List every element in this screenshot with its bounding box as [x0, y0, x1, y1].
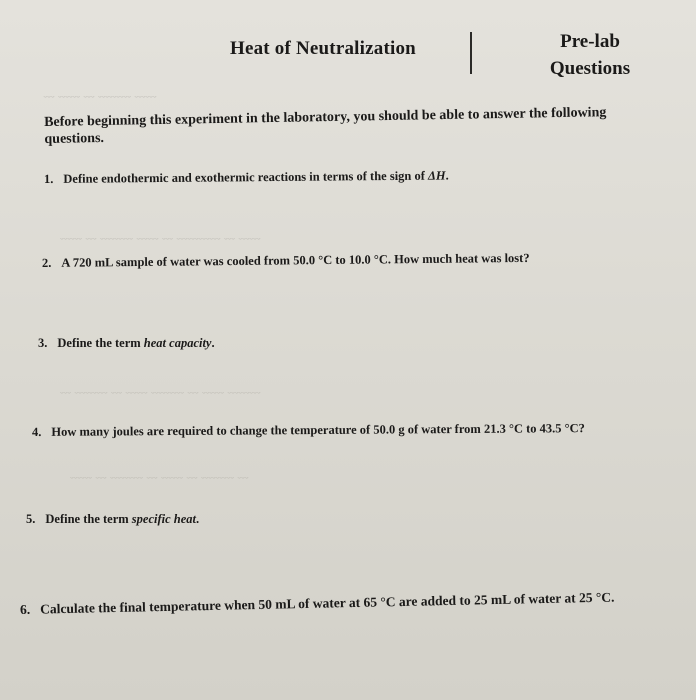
bleed-through-texture: ﹏﹏ ﹏ ﹏﹏﹏ ﹏﹏ ﹏ ﹏﹏﹏﹏ ﹏ ﹏﹏: [60, 228, 261, 241]
question-number: 2.: [41, 255, 52, 270]
bleed-through-texture: ﹏﹏ ﹏ ﹏﹏﹏ ﹏ ﹏﹏ ﹏ ﹏﹏﹏ ﹏: [70, 467, 249, 480]
question-number: 6.: [19, 601, 31, 617]
instructions-text: Before beginning this experiment in the laboratory, you should be able to answer the following questions.: [44, 105, 607, 147]
question-6: [20, 590, 615, 618]
question-3: [38, 336, 215, 351]
prelab-heading: [525, 28, 655, 82]
prelab-line-2: Questions: [549, 58, 631, 79]
prelab-line-1: Pre-lab: [560, 31, 620, 52]
bleed-through-texture: ⁠﻿ ﹏ ﹏﹏ ﹏ ﹏﹏﹏ ﹏﹏: [40, 86, 157, 99]
question-number: 4.: [31, 424, 42, 439]
question-5: [26, 512, 199, 527]
question-text: Define endothermic and exothermic reactions in terms of the sign of ΔH.: [63, 168, 449, 186]
question-text: Define the term specific heat.: [45, 512, 200, 526]
question-text: Define the term heat capacity.: [57, 336, 215, 350]
question-2: [42, 251, 530, 271]
question-number: 3.: [38, 336, 48, 350]
question-4: [32, 421, 585, 440]
question-text: Calculate the final temperature when 50 mL of water at 65 °C are added to 25 mL of water at 25 °C.: [39, 589, 615, 617]
question-text: How many joules are required to change the temperature of 50.0 g of water from 21.3 °C to 43.5 °C?: [51, 421, 585, 439]
question-text: A 720 mL sample of water was cooled from 50.0 °C to 10.0 °C. How much heat was lost?: [61, 250, 530, 270]
question-number: 5.: [26, 512, 36, 526]
bleed-through-texture: ﹏ ﹏﹏﹏ ﹏ ﹏﹏ ﹏﹏﹏ ﹏ ﹏﹏ ﹏﹏﹏: [60, 382, 261, 395]
question-1: [44, 168, 449, 187]
question-number: 1.: [43, 171, 54, 186]
worksheet-title: Heat of Neutralization: [230, 38, 416, 59]
header-divider: [470, 32, 472, 74]
